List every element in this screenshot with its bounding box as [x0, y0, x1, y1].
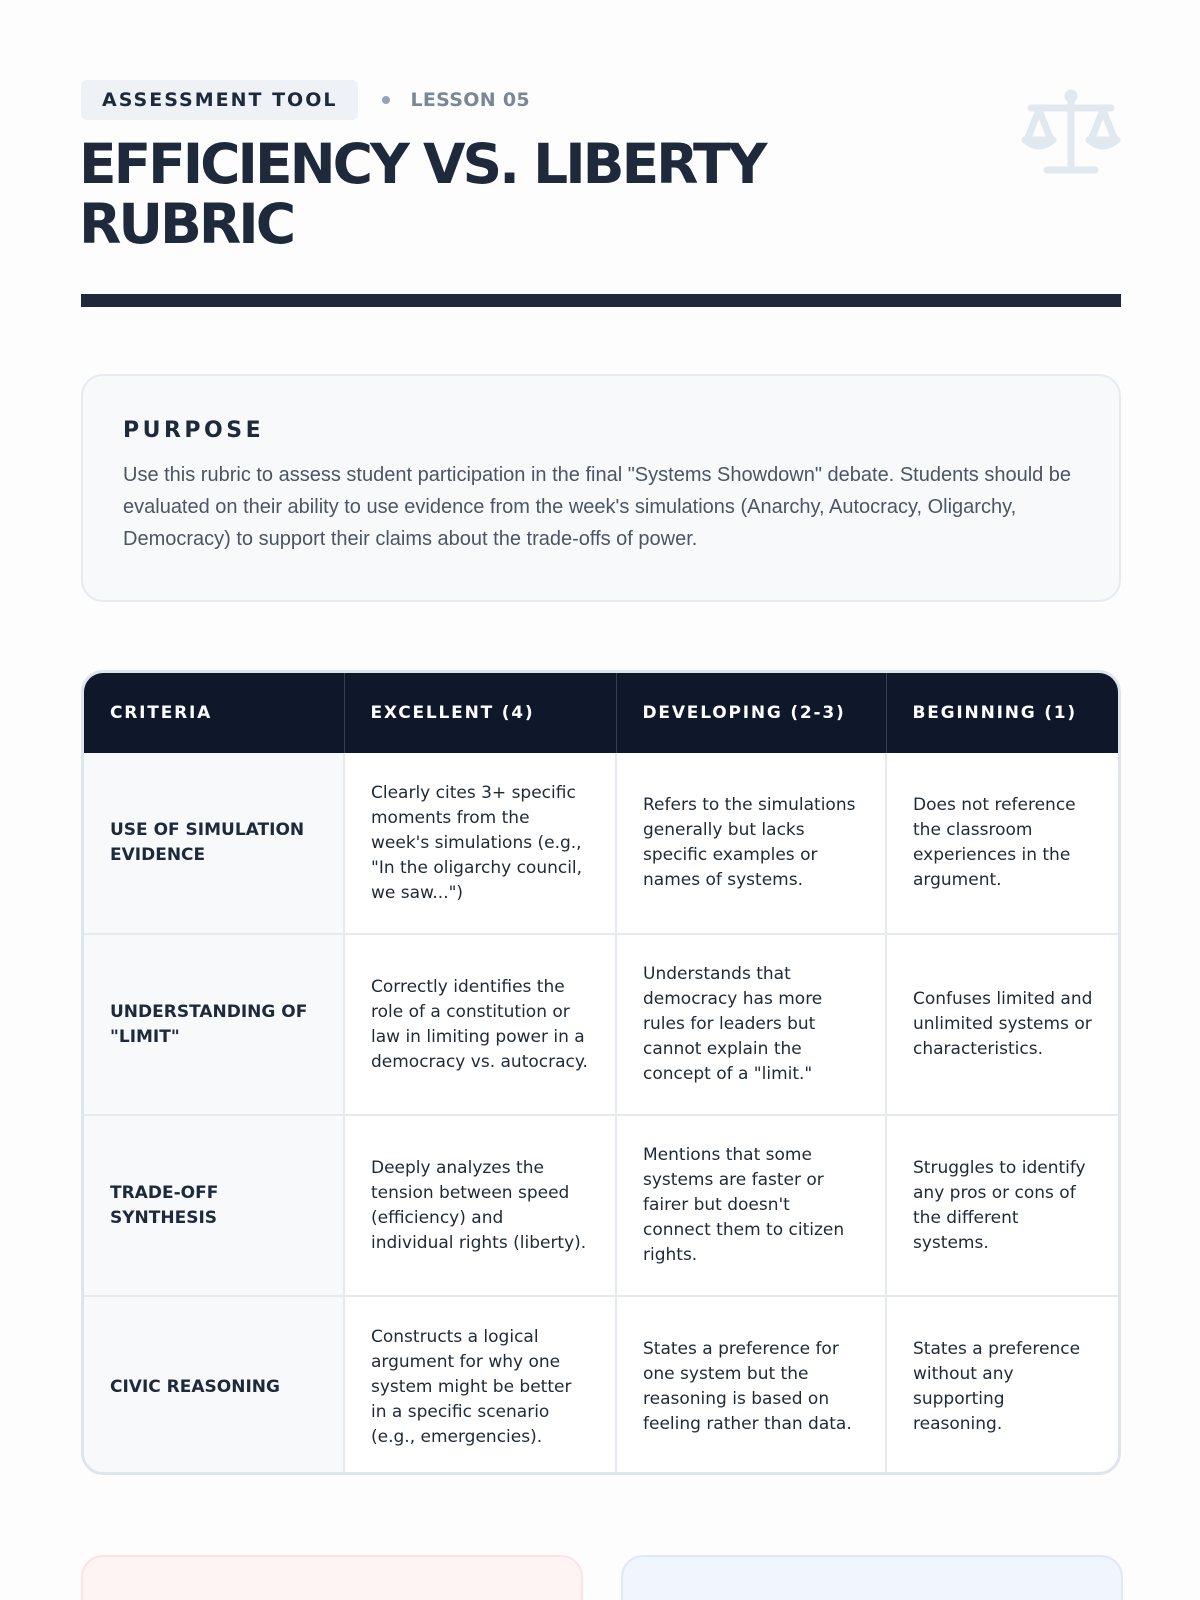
excellent-cell: Constructs a logical argument for why one system might be better in a specific scenario (e.g., emergencies). [344, 1296, 616, 1475]
criteria-cell: TRADE-OFF SYNTHESIS [84, 1115, 344, 1296]
purpose-text: Use this rubric to assess student participation in the final "Systems Showdown" debate. Students should be evaluated on their ability to use evidence from the week's simulations (Anarchy, Autocracy, Oligarchy, Democracy) to support their claims about the trade-offs of power. [123, 464, 1072, 550]
header-rule [81, 294, 1121, 307]
purpose-heading: PURPOSE [123, 418, 265, 443]
purpose-panel [81, 374, 1121, 602]
table-row [84, 1115, 1121, 1296]
bottom-card-right [621, 1555, 1123, 1600]
criteria-cell: USE OF SIMULATION EVIDENCE [84, 753, 344, 934]
rubric-page [81, 0, 1121, 1600]
header-developing: DEVELOPING (2-3) [616, 673, 886, 753]
excellent-cell: Deeply analyzes the tension between speed (efficiency) and individual rights (liberty). [344, 1115, 616, 1296]
beginning-cell: States a preference without any supporting reasoning. [913, 1339, 1081, 1434]
excellent-cell: Clearly cites 3+ specific moments from the week's simulations (e.g., "In the oligarchy council, we saw...") [344, 753, 616, 934]
developing-cell: Refers to the simulations generally but lacks specific examples or names of systems. [616, 753, 886, 934]
beginning-cell: Confuses limited and unlimited systems or characteristics. [886, 934, 1121, 1115]
beginning-cell: Struggles to identify any pros or cons of the different systems. [886, 1115, 1121, 1296]
separator-dot [382, 96, 390, 104]
page-title: EFFICIENCY VS. LIBERTY RUBRIC [79, 132, 765, 256]
meta-row [81, 80, 530, 120]
developing-cell: States a preference for one system but the reasoning is based on feeling rather than data. [616, 1296, 886, 1475]
category-tag: ASSESSMENT TOOL [81, 80, 358, 120]
beginning-cell: Does not reference the classroom experiences in the argument. [886, 753, 1121, 934]
table-row [84, 1296, 1121, 1475]
rubric-table [81, 670, 1121, 1475]
developing-cell: Understands that democracy has more rules for leaders but cannot explain the concept of a "limit." [616, 934, 886, 1115]
table-row [84, 934, 1121, 1115]
excellent-cell: Correctly identifies the role of a constitution or law in limiting power in a democracy vs. autocracy. [344, 934, 616, 1115]
page-header [81, 80, 1121, 308]
header-excellent: EXCELLENT (4) [344, 673, 616, 753]
criteria-cell: CIVIC REASONING [84, 1296, 344, 1475]
developing-cell: Mentions that some systems are faster or fairer but doesn't connect them to citizen rights. [616, 1115, 886, 1296]
table-row [84, 753, 1121, 934]
header-criteria: CRITERIA [84, 673, 344, 753]
bottom-card-left [81, 1555, 583, 1600]
header-beginning: BEGINNING (1) [886, 673, 1121, 753]
criteria-cell: UNDERSTANDING OF "LIMIT" [84, 934, 344, 1115]
lesson-label: LESSON 05 [410, 89, 530, 111]
scale-icon [1021, 88, 1121, 180]
rubric-header-row [84, 673, 1121, 753]
